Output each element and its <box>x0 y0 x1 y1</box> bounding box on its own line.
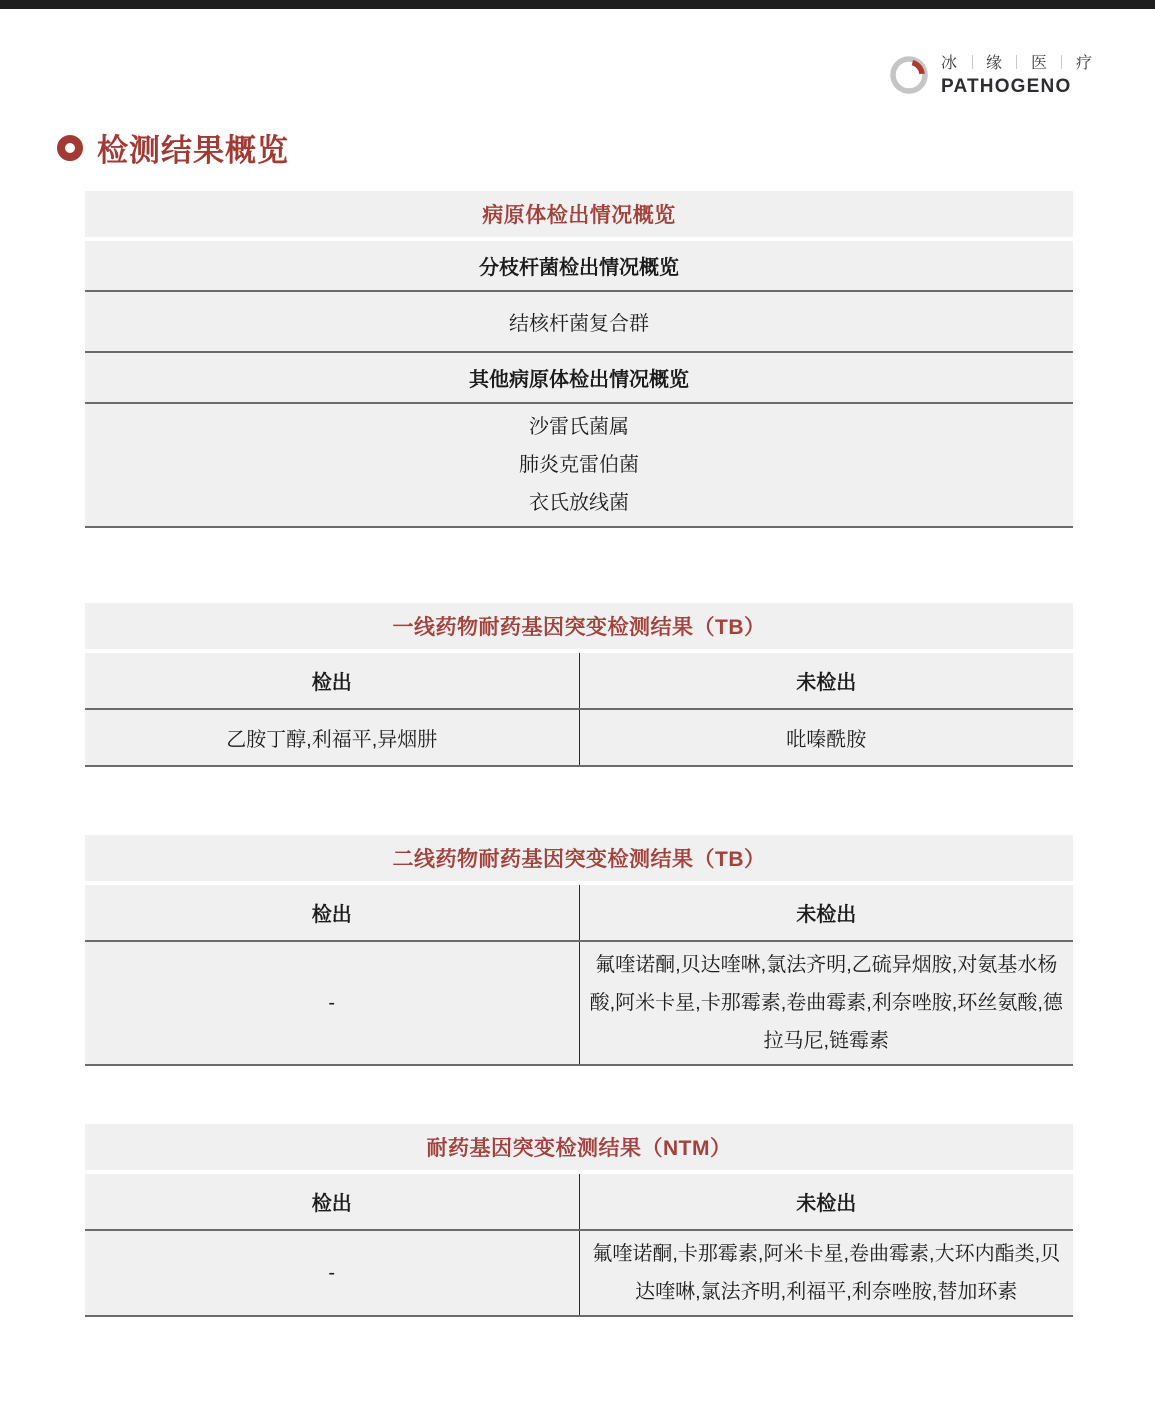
second-line-tb-table <box>85 835 1073 1066</box>
table-header-row <box>85 1174 1073 1230</box>
report-content <box>85 191 1073 1317</box>
page-title: 检测结果概览 <box>97 133 289 168</box>
not-detected-cell: 氟喹诺酮,卡那霉素,阿米卡星,卷曲霉素,大环内酯类,贝达喹啉,氯法齐明,利福平,利奈唑胺,替加环素 <box>579 1230 1073 1316</box>
pathogen-overview-title: 病原体检出情况概览 <box>85 191 1073 237</box>
other-pathogens-cell <box>85 403 1073 527</box>
logo-char: 医 <box>1030 55 1048 72</box>
table-row <box>85 709 1073 766</box>
table-row <box>85 403 1073 527</box>
section-header <box>57 125 1155 170</box>
logo-char: 冰 <box>941 55 959 72</box>
column-header-detected: 检出 <box>85 1174 579 1230</box>
first-line-tb-table <box>85 603 1073 767</box>
logo-separator <box>972 55 973 69</box>
logo-text-block <box>941 50 1093 98</box>
spacer <box>85 528 1073 603</box>
first-line-tb-title: 一线药物耐药基因突变检测结果（TB） <box>85 603 1073 649</box>
not-detected-cell: 氟喹诺酮,贝达喹啉,氯法齐明,乙硫异烟胺,对氨基水杨酸,阿米卡星,卡那霉素,卷曲霉素,利奈唑胺,环丝氨酸,德拉马尼,链霉素 <box>579 941 1073 1065</box>
pathogen-item: 沙雷氏菌属 <box>529 416 629 438</box>
not-detected-cell: 吡嗪酰胺 <box>579 709 1073 766</box>
logo-brand-name: PATHOGENO <box>941 76 1072 97</box>
ntm-title: 耐药基因突变检测结果（NTM） <box>85 1124 1073 1170</box>
column-header-detected: 检出 <box>85 885 579 941</box>
column-header-not-detected: 未检出 <box>579 653 1073 709</box>
table-row <box>85 352 1073 403</box>
logo-chinese-name <box>941 50 1093 73</box>
second-line-tb-grid <box>85 885 1073 1066</box>
logo-circle-icon <box>885 50 933 98</box>
logo-char: 疗 <box>1075 55 1093 72</box>
logo-separator <box>1061 55 1062 69</box>
table-row <box>85 291 1073 352</box>
spacer <box>85 1066 1073 1124</box>
logo-separator <box>1016 55 1017 69</box>
top-accent-bar <box>0 0 1155 9</box>
other-pathogens-subheader: 其他病原体检出情况概览 <box>85 352 1073 403</box>
second-line-tb-title: 二线药物耐药基因突变检测结果（TB） <box>85 835 1073 881</box>
pathogen-overview-grid <box>85 241 1073 528</box>
logo-char: 缘 <box>985 55 1003 72</box>
detected-cell: - <box>85 941 579 1065</box>
table-header-row <box>85 653 1073 709</box>
pathogen-overview-table <box>85 191 1073 528</box>
pathogen-item: 肺炎克雷伯菌 <box>519 454 639 476</box>
section-bullet-icon <box>57 135 83 161</box>
first-line-tb-grid <box>85 653 1073 767</box>
table-row <box>85 1230 1073 1316</box>
column-header-not-detected: 未检出 <box>579 1174 1073 1230</box>
detected-cell: 乙胺丁醇,利福平,异烟肼 <box>85 709 579 766</box>
column-header-not-detected: 未检出 <box>579 885 1073 941</box>
table-row <box>85 941 1073 1065</box>
table-row <box>85 241 1073 291</box>
column-header-detected: 检出 <box>85 653 579 709</box>
detected-cell: - <box>85 1230 579 1316</box>
spacer <box>85 767 1073 835</box>
table-header-row <box>85 885 1073 941</box>
ntm-table <box>85 1124 1073 1317</box>
mycobacteria-result-cell: 结核杆菌复合群 <box>85 291 1073 352</box>
ntm-grid <box>85 1174 1073 1317</box>
pathogeno-logo <box>885 50 1093 98</box>
mycobacteria-subheader: 分枝杆菌检出情况概览 <box>85 241 1073 291</box>
pathogen-item: 衣氏放线菌 <box>529 492 629 514</box>
